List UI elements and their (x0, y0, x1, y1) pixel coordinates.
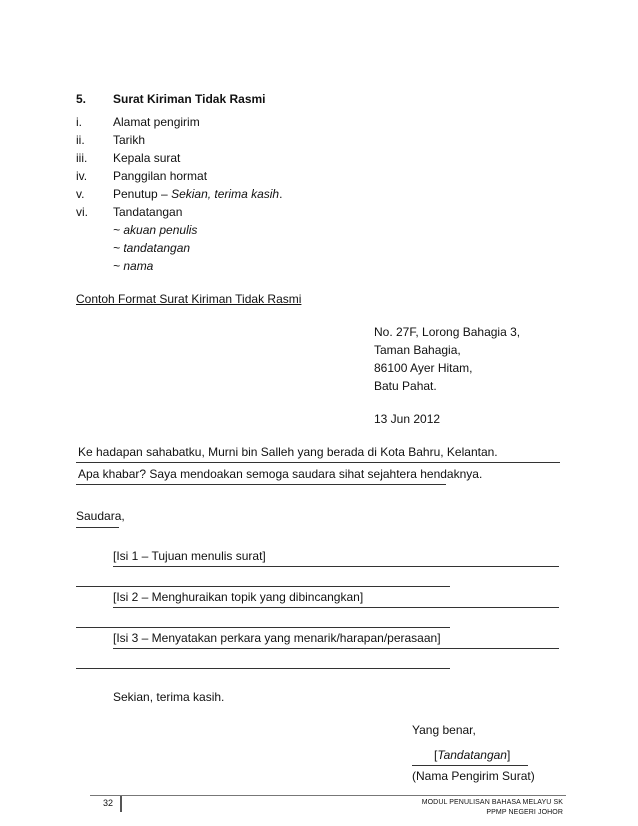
list-number: iv. (76, 169, 88, 183)
section-title: Surat Kiriman Tidak Rasmi (113, 92, 266, 106)
divider (76, 484, 446, 485)
list-number: v. (76, 187, 85, 201)
divider (76, 668, 450, 669)
divider (113, 607, 559, 608)
signoff: Yang benar, (412, 723, 476, 737)
divider (76, 627, 450, 628)
list-number: iii. (76, 151, 88, 165)
signature (434, 748, 510, 762)
sender-name: (Nama Pengirim Surat) (412, 769, 535, 783)
greeting-line: Apa khabar? Saya mendoakan semoga saudara sihat sejahtera hendaknya. (78, 467, 483, 481)
address-line: No. 27F, Lorong Bahagia 3, (374, 325, 521, 339)
content-2: [Isi 2 – Menghuraikan topik yang dibincangkan] (113, 590, 364, 604)
list-item: Tarikh (113, 133, 146, 147)
list-item: Tandatangan (113, 205, 183, 219)
letter-date: 13 Jun 2012 (374, 412, 441, 426)
content-1: [Isi 1 – Tujuan menulis surat] (113, 549, 266, 563)
divider (76, 462, 560, 463)
salutation: Saudara, (76, 509, 125, 523)
signature-open: [ (434, 748, 438, 762)
list-number: vi. (76, 205, 88, 219)
signature-close: ] (506, 748, 511, 762)
list-item (113, 187, 282, 201)
footer-rule (90, 795, 566, 796)
list-number: i. (76, 115, 82, 129)
content-3: [Isi 3 – Menyatakan perkara yang menarik/harapan/perasaan] (113, 631, 441, 645)
signature-text: Tandatangan (437, 748, 507, 762)
divider (76, 527, 119, 528)
footer-divider (120, 796, 122, 812)
footer-line-1: MODUL PENULISAN BAHASA MELAYU SK (421, 799, 563, 806)
list-item-italic: Sekian, terima kasih (171, 187, 280, 201)
sub-item: ~ tandatangan (113, 241, 191, 255)
list-number: ii. (76, 133, 85, 147)
example-heading: Contoh Format Surat Kiriman Tidak Rasmi (76, 292, 302, 306)
signature-line (412, 765, 528, 766)
divider (113, 648, 559, 649)
page-number: 32 (103, 798, 114, 808)
list-item: Alamat pengirim (113, 115, 200, 129)
divider (76, 586, 450, 587)
sub-item: ~ nama (113, 259, 154, 273)
list-item: Panggilan hormat (113, 169, 208, 183)
divider (113, 566, 559, 567)
address-line: Batu Pahat. (374, 379, 437, 393)
list-item-text: Penutup – (113, 187, 172, 201)
address-line: 86100 Ayer Hitam, (374, 361, 473, 375)
section-number: 5. (76, 92, 87, 106)
address-line: Taman Bahagia, (374, 343, 461, 357)
list-item: Kepala surat (113, 151, 181, 165)
footer-line-2: PPMP NEGERI JOHOR (486, 809, 563, 816)
list-item-after: . (279, 187, 283, 201)
sub-item: ~ akuan penulis (113, 223, 198, 237)
recipient-line: Ke hadapan sahabatku, Murni bin Salleh yang berada di Kota Bahru, Kelantan. (78, 445, 498, 459)
closing: Sekian, terima kasih. (113, 690, 225, 704)
